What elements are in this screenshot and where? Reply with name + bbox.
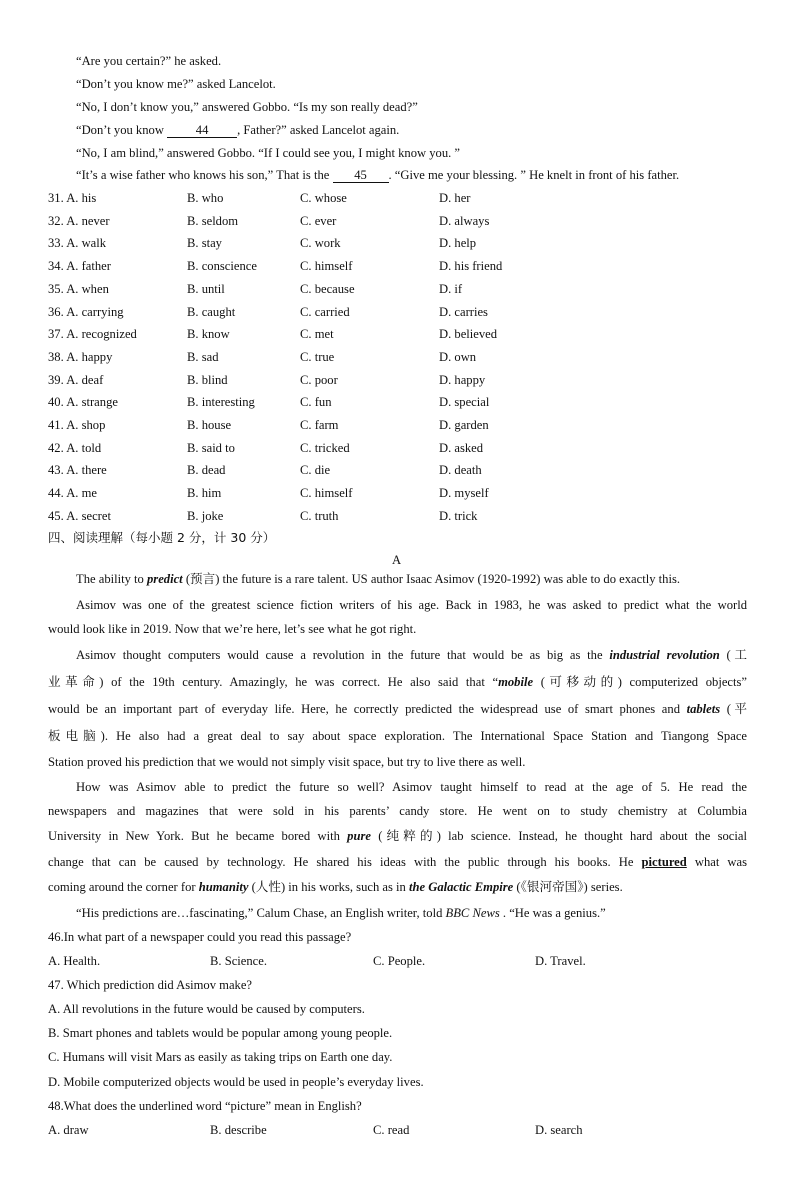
option-b: B. dead (187, 463, 226, 478)
option-a: 33. A. walk (48, 236, 107, 251)
passage-line (48, 674, 747, 690)
option-b: B. conscience (187, 259, 257, 274)
text: (预言) the future is a rare talent. US author Isaac Asimov (1920-1992) was able to do exactly this. (182, 572, 681, 586)
option-b: B. said to (187, 440, 235, 455)
dialogue-line: “No, I don’t know you,” answered Gobbo. “Is my son really dead?” (76, 100, 418, 114)
option-c: C. met (300, 327, 334, 342)
keyword-pure: pure (347, 829, 371, 843)
text: . “He was a genius.” (499, 906, 606, 920)
text: The ability to (76, 572, 147, 586)
option-c: C. die (300, 463, 331, 478)
passage-line (48, 701, 747, 717)
option-d: D. death (439, 463, 482, 478)
cloze-question-row (0, 258, 793, 274)
passage-line (76, 647, 747, 663)
passage-line (48, 879, 747, 895)
text: (工 (719, 648, 748, 662)
cloze-question-row (0, 462, 793, 478)
text: “It’s a wise father who knows his son,” That is the (76, 168, 333, 182)
option-c: C. poor (300, 372, 338, 387)
text: change that can be caused by technology. He shared his ideas with the public through his books. He (48, 855, 642, 869)
option-d: D. carries (439, 304, 488, 319)
option-c: C. People. (373, 954, 426, 968)
option-a: A. All revolutions in the future would be caused by computers. (48, 1002, 365, 1016)
option-a: 42. A. told (48, 440, 102, 455)
option-d: D. asked (439, 440, 484, 455)
option-d: D. own (439, 349, 477, 364)
option-a: 44. A. me (48, 486, 97, 501)
option-c: C. himself (300, 259, 353, 274)
option-a: A. Health. (48, 954, 101, 968)
option-d: D. help (439, 236, 477, 251)
option-b: B. blind (187, 372, 228, 387)
passage-label: A (391, 553, 402, 567)
text: , Father?” asked Lancelot again. (237, 123, 400, 137)
dialogue-line: “Are you certain?” he asked. (76, 54, 222, 68)
passage-line (48, 828, 747, 844)
cloze-question-row (0, 281, 793, 297)
question-47: 47. Which prediction did Asimov make? (48, 978, 253, 992)
text: (平 (720, 702, 747, 716)
option-c: C. because (300, 281, 355, 296)
cloze-question-row (0, 213, 793, 229)
passage-line: 板电脑). He also had a great deal to say about space exploration. The International Space Station and Tiangong Space (48, 729, 747, 743)
option-b: B. describe (210, 1123, 267, 1137)
option-a: 37. A. recognized (48, 327, 137, 342)
text: “His predictions are…fascinating,” Calum Chase, an English writer, told (76, 906, 446, 920)
option-d: D. his friend (439, 259, 503, 274)
dialogue-line (76, 122, 399, 138)
option-b: B. him (187, 486, 222, 501)
option-b: B. who (187, 191, 224, 205)
passage-line: Asimov was one of the greatest science fiction writers of his age. Back in 1983, he was asked to predict what the world (76, 598, 747, 612)
option-c: C. fun (300, 395, 332, 410)
option-d: D. always (439, 213, 490, 228)
option-b: B. know (187, 327, 230, 342)
source-bbc-news: BBC News (445, 906, 500, 920)
option-c: C. true (300, 349, 335, 364)
section-heading: 四、阅读理解（每小题 2 分，计 30 分） (48, 530, 276, 545)
option-c: C. carried (300, 304, 350, 319)
cloze-question-row (0, 326, 793, 342)
option-a: 38. A. happy (48, 349, 113, 364)
passage-line (76, 905, 606, 921)
option-b: B. Smart phones and tablets would be popular among young people. (48, 1026, 393, 1040)
text: Asimov thought computers would cause a revolution in the future that would be as big as the (76, 648, 610, 662)
option-a: 34. A. father (48, 259, 111, 274)
option-c: C. himself (300, 486, 353, 501)
option-d: D. her (439, 191, 471, 205)
option-b: B. seldom (187, 213, 239, 228)
option-c: C. whose (300, 191, 347, 205)
option-c: C. read (373, 1123, 410, 1137)
option-d: D. Mobile computerized objects would be used in people’s everyday lives. (48, 1075, 424, 1089)
option-a: A. draw (48, 1123, 89, 1137)
dialogue-line: “No, I am blind,” answered Gobbo. “If I could see you, I might know you. ” (76, 146, 461, 160)
option-d: D. happy (439, 372, 486, 387)
keyword-predict: predict (147, 572, 183, 586)
option-a: 39. A. deaf (48, 372, 104, 387)
option-c: C. work (300, 236, 341, 251)
text: 业革命) of the 19th century. Amazingly, he was correct. He also said that “ (48, 675, 499, 689)
keyword-humanity: humanity (198, 880, 249, 894)
question-46-options (0, 953, 793, 969)
option-c: C. ever (300, 213, 337, 228)
option-a: 43. A. there (48, 463, 107, 478)
cloze-question-row (0, 440, 793, 456)
cloze-question-row (0, 417, 793, 433)
option-a: 45. A. secret (48, 508, 111, 523)
option-d: D. believed (439, 327, 498, 342)
blank-45: 45 (333, 168, 389, 183)
cloze-question-row (0, 394, 793, 410)
option-c: C. Humans will visit Mars as easily as taking trips on Earth one day. (48, 1050, 393, 1064)
option-d: D. if (439, 281, 463, 296)
text: (人性) in his works, such as in (248, 880, 409, 894)
text: what was (686, 855, 747, 869)
option-b: B. caught (187, 304, 236, 319)
option-a: 41. A. shop (48, 418, 106, 432)
option-c: C. farm (300, 418, 339, 432)
text: (可移动的) computerized objects” (533, 675, 747, 689)
option-b: B. house (187, 418, 232, 432)
blank-44: 44 (167, 123, 237, 138)
option-c: C. tricked (300, 440, 350, 455)
keyword-mobile: mobile (498, 675, 534, 689)
text: . “Give me your blessing. ” He knelt in front of his father. (388, 168, 680, 182)
title-galactic-empire: the Galactic Empire (409, 880, 514, 894)
question-46: 46.In what part of a newspaper could you read this passage? (48, 930, 352, 944)
cloze-question-row (0, 485, 793, 501)
option-a: 35. A. when (48, 281, 109, 296)
text: (《银河帝国》) series. (513, 880, 623, 894)
option-d: D. myself (439, 486, 489, 501)
option-d: D. search (535, 1123, 583, 1137)
text: University in New York. But he became bored with (48, 829, 348, 843)
option-b: B. until (187, 281, 225, 296)
text: (纯粹的) lab science. Instead, he thought hard about the social (370, 829, 747, 843)
question-48: 48.What does the underlined word “picture” mean in English? (48, 1099, 362, 1113)
passage-line: would look like in 2019. Now that we’re here, let’s see what he got right. (48, 622, 417, 636)
passage-line: Station proved his prediction that we would not simply visit space, but try to live there as well. (48, 755, 526, 769)
option-d: D. special (439, 395, 490, 410)
underlined-word-pictured: pictured (641, 855, 687, 869)
option-d: D. garden (439, 418, 489, 432)
option-b: B. joke (187, 508, 224, 523)
passage-line (76, 571, 680, 587)
option-b: B. sad (187, 349, 219, 364)
option-b: B. interesting (187, 395, 255, 410)
dialogue-line: “Don’t you know me?” asked Lancelot. (76, 77, 276, 91)
cloze-question-row (0, 304, 793, 320)
option-c: C. truth (300, 508, 339, 523)
cloze-question-row (0, 235, 793, 251)
text: would be an important part of everyday life. Here, he correctly predicted the widespread use of smart phones and (48, 702, 687, 716)
option-a: 31. A. his (48, 191, 97, 205)
option-a: 36. A. carrying (48, 304, 124, 319)
text: “Don’t you know (76, 123, 168, 137)
cloze-question-row (0, 372, 793, 388)
option-d: D. trick (439, 508, 478, 523)
keyword-tablets: tablets (686, 702, 721, 716)
option-a: 40. A. strange (48, 395, 118, 410)
passage-line: How was Asimov able to predict the future so well? Asimov taught himself to read at the age of 5. He read the (76, 780, 747, 794)
option-d: D. Travel. (535, 954, 586, 968)
keyword-industrial-revolution: industrial revolution (609, 648, 720, 662)
option-b: B. Science. (210, 954, 268, 968)
option-a: 32. A. never (48, 213, 110, 228)
cloze-question-row (0, 190, 793, 206)
dialogue-line (76, 167, 679, 183)
option-b: B. stay (187, 236, 222, 251)
passage-line (48, 854, 747, 870)
question-48-options (0, 1122, 793, 1138)
passage-line: newspapers and magazines that were sold in his parents’ candy store. He went on to study chemistry at Columbia (48, 804, 747, 818)
text: coming around the corner for (48, 880, 199, 894)
cloze-question-row (0, 508, 793, 524)
cloze-question-row (0, 349, 793, 365)
